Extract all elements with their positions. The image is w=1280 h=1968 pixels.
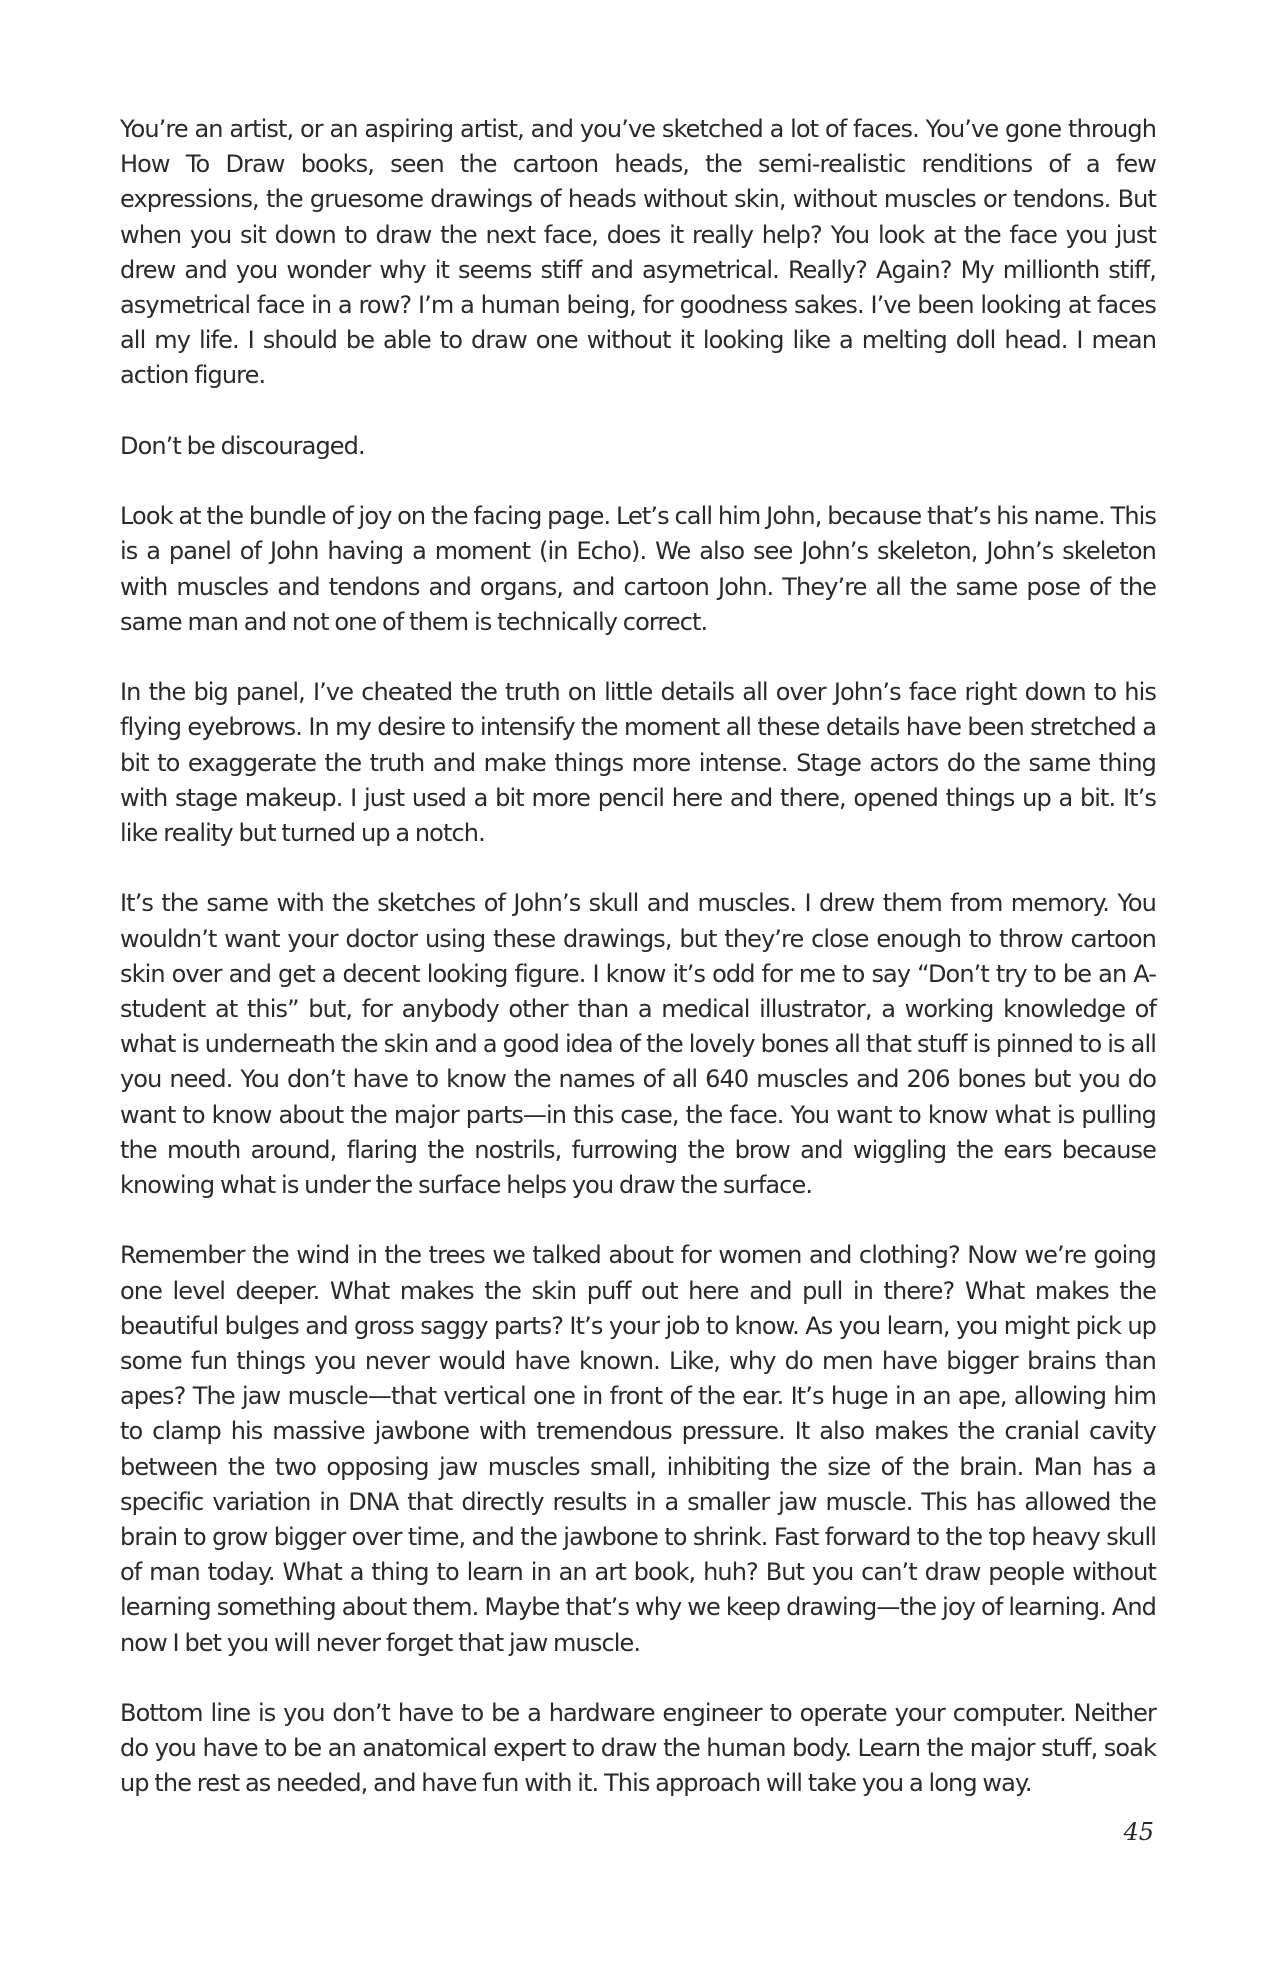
paragraph-4: In the big panel, I’ve cheated the truth on little details all over John’s face right down to his flying eyebrows. In my desire to intensify the moment all these details have been stretched a bit to exaggerate the truth and make things more intense. Stage actors do the same thing with stage makeup. I just used a bit more pencil here and there, opened things up a bit. It’s like reality but turned up a notch. xyxy=(120,678,1156,848)
page-number: 45 xyxy=(1123,1818,1154,1846)
paragraph-1: You’re an artist, or an aspiring artist, and you’ve sketched a lot of faces. You’ve gone through How To Draw books, seen the cartoon heads, the semi-realistic renditions of a few expressions, the gruesome drawings of heads without skin, without muscles or tendons. But when you sit down to draw the next face, does it really help? You look at the face you just drew and you wonder why it seems stiff and asymetrical. Really? Again? My millionth stiff, asymetrical face in a row? I’m a human being, for goodness sakes. I’ve been looking at faces all my life. I should be able to draw one without it looking like a melting doll head. I mean action figure. xyxy=(120,115,1156,390)
paragraph-3: Look at the bundle of joy on the facing page. Let’s call him John, because that’s his name. This is a panel of John having a moment (in Echo). We also see John’s skeleton, John’s skeleton with muscles and tendons and organs, and cartoon John. They’re all the same pose of the same man and not one of them is technically correct. xyxy=(120,502,1156,636)
paragraph-2: Don’t be discouraged. xyxy=(120,431,365,460)
body-text xyxy=(120,112,1156,1802)
paragraph-6: Remember the wind in the trees we talked about for women and clothing? Now we’re going one level deeper. What makes the skin puff out here and pull in there? What makes the beautiful bulges and gross saggy parts? It’s your job to know. As you learn, you might pick up some fun things you never would have known. Like, why do men have bigger brains than apes? The jaw muscle—that vertical one in front of the ear. It’s huge in an ape, allowing him to clamp his massive jawbone with tremendous pressure. It also makes the cranial cavity between the two opposing jaw muscles small, inhibiting the size of the brain. Man has a specific variation in DNA that directly results in a smaller jaw muscle. This has allowed the brain to grow bigger over time, and the jawbone to shrink. Fast forward to the top heavy skull of man today. What a thing to learn in an art book, huh? But you can’t draw people without learning something about them. Maybe that’s why we keep drawing—the joy of learning. And now I bet you will never forget that jaw muscle. xyxy=(120,1241,1156,1657)
paragraph-7: Bottom line is you don’t have to be a hardware engineer to operate your computer. Neither do you have to be an anatomical expert to draw the human body. Learn the major stuff, soak up the rest as needed, and have fun with it. This approach will take you a long way. xyxy=(120,1699,1156,1798)
paragraph-5: It’s the same with the sketches of John’s skull and muscles. I drew them from memory. You wouldn’t want your doctor using these drawings, but they’re close enough to throw cartoon skin over and get a decent looking figure. I know it’s odd for me to say “Don’t try to be an A-student at this” but, for anybody other than a medical illustrator, a working knowledge of what is underneath the skin and a good idea of the lovely bones all that stuff is pinned to is all you need. You don’t have to know the names of all 640 muscles and 206 bones but you do want to know about the major parts—in this case, the face. You want to know what is pulling the mouth around, flaring the nostrils, furrowing the brow and wiggling the ears because knowing what is under the surface helps you draw the surface. xyxy=(120,889,1156,1200)
